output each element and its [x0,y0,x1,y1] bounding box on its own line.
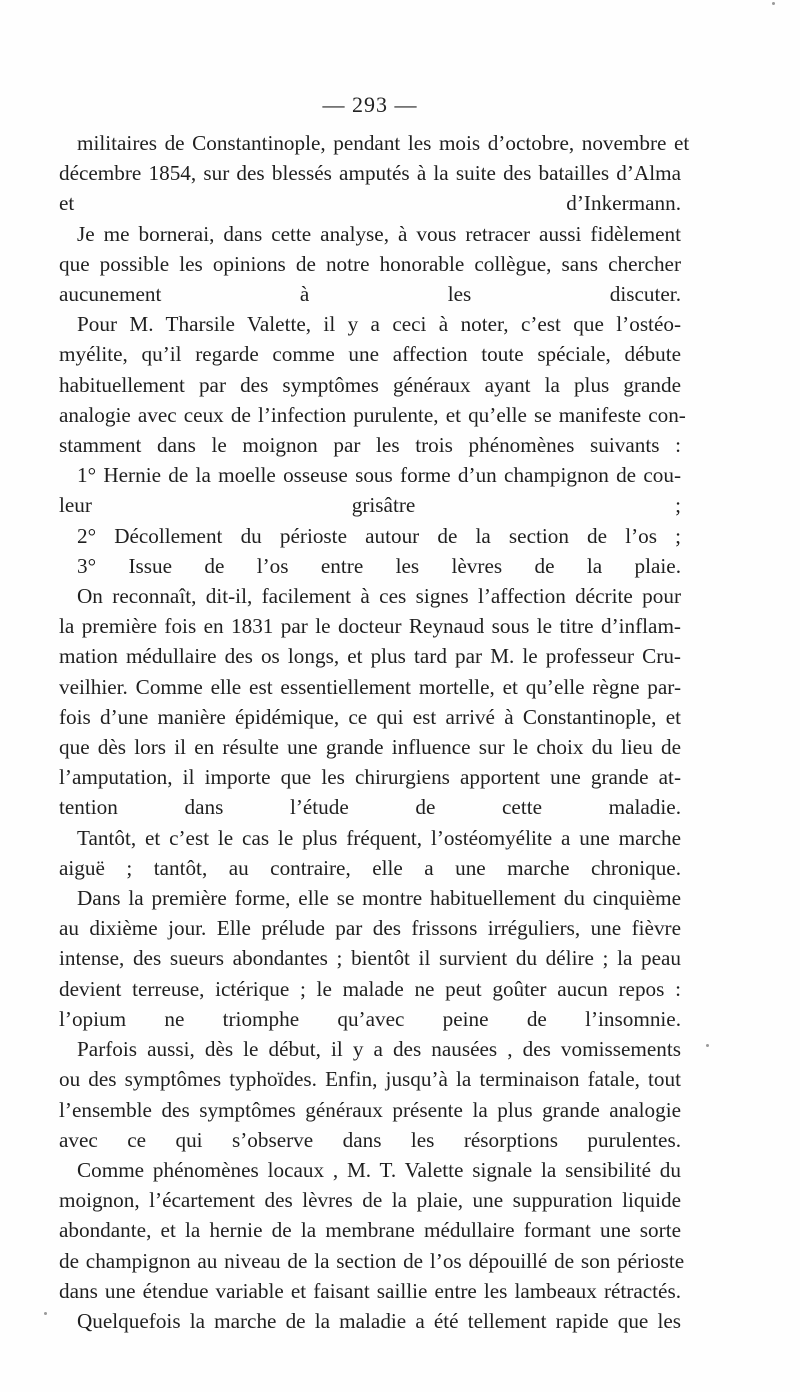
scan-speck [44,1312,47,1315]
text-line: ou des symptômes typhoïdes. Enfin, jusqu’à la terminaison fatale, tout [59,1067,681,1092]
text-line: aiguë ; tantôt, au contraire, elle a une marche chronique. [59,855,681,880]
text-line: intense, des sueurs abondantes ; bientôt il survient du délire ; la peau [59,946,681,971]
paragraph [59,521,699,551]
text-line: décembre 1854, sur des blessés amputés à la suite des batailles d’Alma [59,161,681,186]
text-line: leur grisâtre ; [59,493,681,518]
text-line: l’opium ne triomphe qu’avec peine de l’insomnie. [59,1006,681,1031]
paragraph [59,1034,699,1155]
text-line: Tantôt, et c’est le cas le plus fréquent, l’ostéomyélite a une marche [77,825,681,850]
text-line: abondante, et la hernie de la membrane médullaire formant une sorte [59,1218,681,1243]
paragraph [59,551,699,581]
text-line: Je me bornerai, dans cette analyse, à vous retracer aussi fidèlement [77,221,681,246]
scan-speck [706,1044,709,1047]
paragraph [59,460,699,520]
body-text [59,128,699,1336]
paragraph [59,219,699,310]
page-number: — 293 — [322,92,418,117]
text-line: tention dans l’étude de cette maladie. [59,795,681,820]
text-line: analogie avec ceux de l’infection purulente, et qu’elle se manifeste con- [59,402,686,427]
text-line: de champignon au niveau de la section de l’os dépouillé de son périoste [59,1248,685,1273]
text-line: Comme phénomènes locaux , M. T. Valette signale la sensibilité du [77,1157,681,1182]
paragraph [59,581,699,823]
text-line: Dans la première forme, elle se montre habituellement du cinquième [77,886,681,911]
text-line: que possible les opinions de notre honorable collègue, sans chercher [59,251,681,276]
text-line: moignon, l’écartement des lèvres de la plaie, une suppuration liquide [59,1188,681,1213]
text-line: devient terreuse, ictérique ; le malade ne peut goûter aucun repos : [59,976,681,1001]
text-line: myélite, qu’il regarde comme une affection toute spéciale, débute [59,342,681,367]
paragraph [59,823,699,883]
text-line: fois d’une manière épidémique, ce qui est arrivé à Constantinople, et [59,704,681,729]
text-line: militaires de Constantinople, pendant les mois d’octobre, novembre et [77,131,690,155]
text-line: et d’Inkermann. [59,191,681,216]
text-line: dans une étendue variable et faisant saillie entre les lambeaux rétractés. [59,1278,681,1303]
text-line: habituellement par des symptômes généraux ayant la plus grande [59,372,681,397]
paragraph [59,1306,699,1336]
text-line: veilhier. Comme elle est essentiellement mortelle, et qu’elle règne par- [59,674,681,699]
text-line: avec ce qui s’observe dans les résorptions purulentes. [59,1127,681,1152]
paragraph [59,128,699,219]
text-line: que dès lors il en résulte une grande influence sur le choix du lieu de [59,735,681,760]
text-line: Quelquefois la marche de la maladie a été tellement rapide que les [77,1308,681,1333]
text-line: mation médullaire des os longs, et plus tard par M. le professeur Cru- [59,644,681,669]
text-line: On reconnaît, dit-il, facilement à ces signes l’affection décrite pour [77,584,681,609]
paragraph [59,309,699,460]
text-line: aucunement à les discuter. [59,282,681,307]
paragraph [59,883,699,1034]
text-line: Pour M. Tharsile Valette, il y a ceci à noter, c’est que l’ostéo- [77,312,681,337]
scan-speck [772,2,775,5]
text-line: 1° Hernie de la moelle osseuse sous forme d’un champignon de cou- [77,463,681,488]
text-line: 2° Décollement du périoste autour de la section de l’os ; [77,523,681,548]
text-line: l’amputation, il importe que les chirurgiens apportent une grande at- [59,765,681,790]
text-line: Parfois aussi, dès le début, il y a des nausées , des vomissements [77,1037,681,1062]
text-line: au dixième jour. Elle prélude par des frissons irréguliers, une fièvre [59,916,681,941]
text-line: 3° Issue de l’os entre les lèvres de la plaie. [77,553,681,578]
paragraph [59,1155,699,1306]
text-line: la première fois en 1831 par le docteur Reynaud sous le titre d’inflam- [59,614,681,639]
text-line: l’ensemble des symptômes généraux présente la plus grande analogie [59,1097,681,1122]
text-line: stamment dans le moignon par les trois phénomènes suivants : [59,433,681,458]
